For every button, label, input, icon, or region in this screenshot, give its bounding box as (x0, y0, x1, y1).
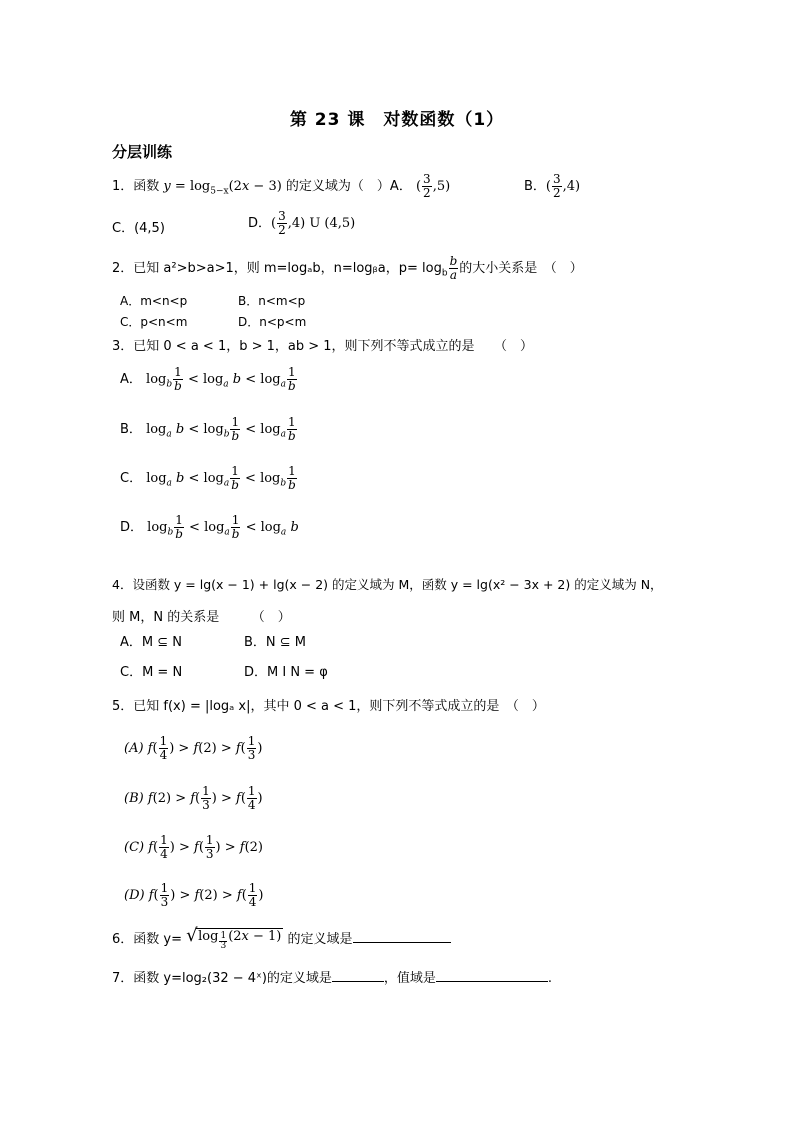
question-7 (112, 967, 552, 986)
q6-answer-blank[interactable] (353, 930, 451, 943)
q5-option-c: (C) f( $\frac{1}{4}$ ) > f( $\frac{1}{3}$ ) > f(2) (124, 833, 263, 861)
question-2: 2．已知 a²>b>a>1，则 m=logₐb，n=logᵦa，$p= \log_b$ $\frac{b}{a}$ 的大小关系是 （ ） (112, 254, 583, 282)
section-heading: 分层训练 (112, 143, 173, 161)
q4-option-a: A．M ⊆ N (120, 635, 182, 650)
q1-formula: y (163, 179, 171, 194)
q1-option-b: B．( $\frac{3}{2}$ ,4) (524, 172, 581, 200)
question-4-continued: 则 M，N 的关系是 （ ） (112, 610, 291, 625)
q4-option-c: C．M = N (120, 665, 183, 680)
q7-domain-blank[interactable] (332, 969, 384, 982)
q7-middle: ，值域是 (383, 971, 436, 986)
q2-stem: 2．已知 a²>b>a>1，则 m=logₐb，n=logᵦa，p= log (112, 261, 442, 276)
question-3: 3．已知 0 < a < 1，b > 1，ab > 1，则下列不等式成立的是 （ ） (112, 339, 534, 354)
q3-option-a: A． $\log_b$ $\frac{1}{b}$ < $\log_a b < \log_a$ $\frac{1}{b}$ (120, 365, 296, 393)
q2-option-c: C．p<n<m (120, 315, 188, 329)
q1-stem-suffix: 的定义域为（ ）A． (285, 179, 412, 194)
q2-option-b: B．n<m<p (238, 294, 306, 308)
q1-option-a: ( $\frac{3}{2}$ ,5) (415, 172, 451, 200)
q3-option-d: D． $\log_b$ $\frac{1}{b}$ < $\log_a$ $\frac{1}{b}$ < $\log_a b$ (120, 513, 299, 541)
question-4: 4．设函数 y = lg(x − 1) + lg(x − 2) 的定义域为 M，函数 y = lg(x² − 3x + 2) 的定义域为 N， (112, 577, 663, 592)
q5-option-d: (D) f( $\frac{1}{3}$ ) > f(2) > f( $\frac{1}{4}$ ) (124, 881, 264, 909)
q4-option-d: D．M I N = φ (244, 665, 328, 680)
q7-stem: 7．函数 y=log₂(32 − 4ˣ)的定义域是 (112, 971, 332, 986)
q1-option-d: D．( $\frac{3}{2}$ ,4) U (4,5) (248, 209, 356, 237)
question-1: 1．函数 $y = \log_{5-x}(2x - 3)$ 的定义域为（ ）A． ( $\frac{3}{2}$ ,5) (112, 172, 451, 200)
question-5: 5．已知 f(x) = |logₐ x|，其中 0 < a < 1，则下列不等式成立的是 （ ） (112, 699, 545, 714)
q5-option-a: (A) f( $\frac{1}{4}$ ) > f(2) > f( $\frac{1}{3}$ ) (124, 734, 263, 762)
q7-end: . (547, 971, 553, 986)
q1-option-c: C．(4,5) (112, 221, 165, 236)
question-6 (112, 925, 451, 951)
q3-option-c: C． $\log_a b < \log_a$ $\frac{1}{b}$ < $\log_b$ $\frac{1}{b}$ (120, 464, 296, 492)
q5-option-b: (B) f(2) > f( $\frac{1}{3}$ ) > f( $\frac{1}{4}$ ) (124, 784, 263, 812)
q3-option-b: B． $\log_a b < \log_b$ $\frac{1}{b}$ < $\log_a$ $\frac{1}{b}$ (120, 415, 296, 443)
q2-option-a: A．m<n<p (120, 294, 188, 308)
page-title: 第 23 课 对数函数（1） (289, 110, 505, 130)
q1-stem-prefix: 1．函数 (112, 179, 160, 194)
q2-option-d: D．n<p<m (238, 315, 307, 329)
q2-stem-tail: 的大小关系是 （ ） (459, 261, 583, 276)
q6-stem-suffix: 的定义域是 (287, 932, 353, 947)
q6-sqrt-expression: √ log $_{\frac{1}{3}}$ (2x − 1) (186, 925, 282, 951)
q4-option-b: B．N ⊆ M (244, 635, 307, 650)
q6-stem-prefix: 6．函数 y= (112, 932, 182, 947)
q7-range-blank[interactable] (436, 969, 548, 982)
